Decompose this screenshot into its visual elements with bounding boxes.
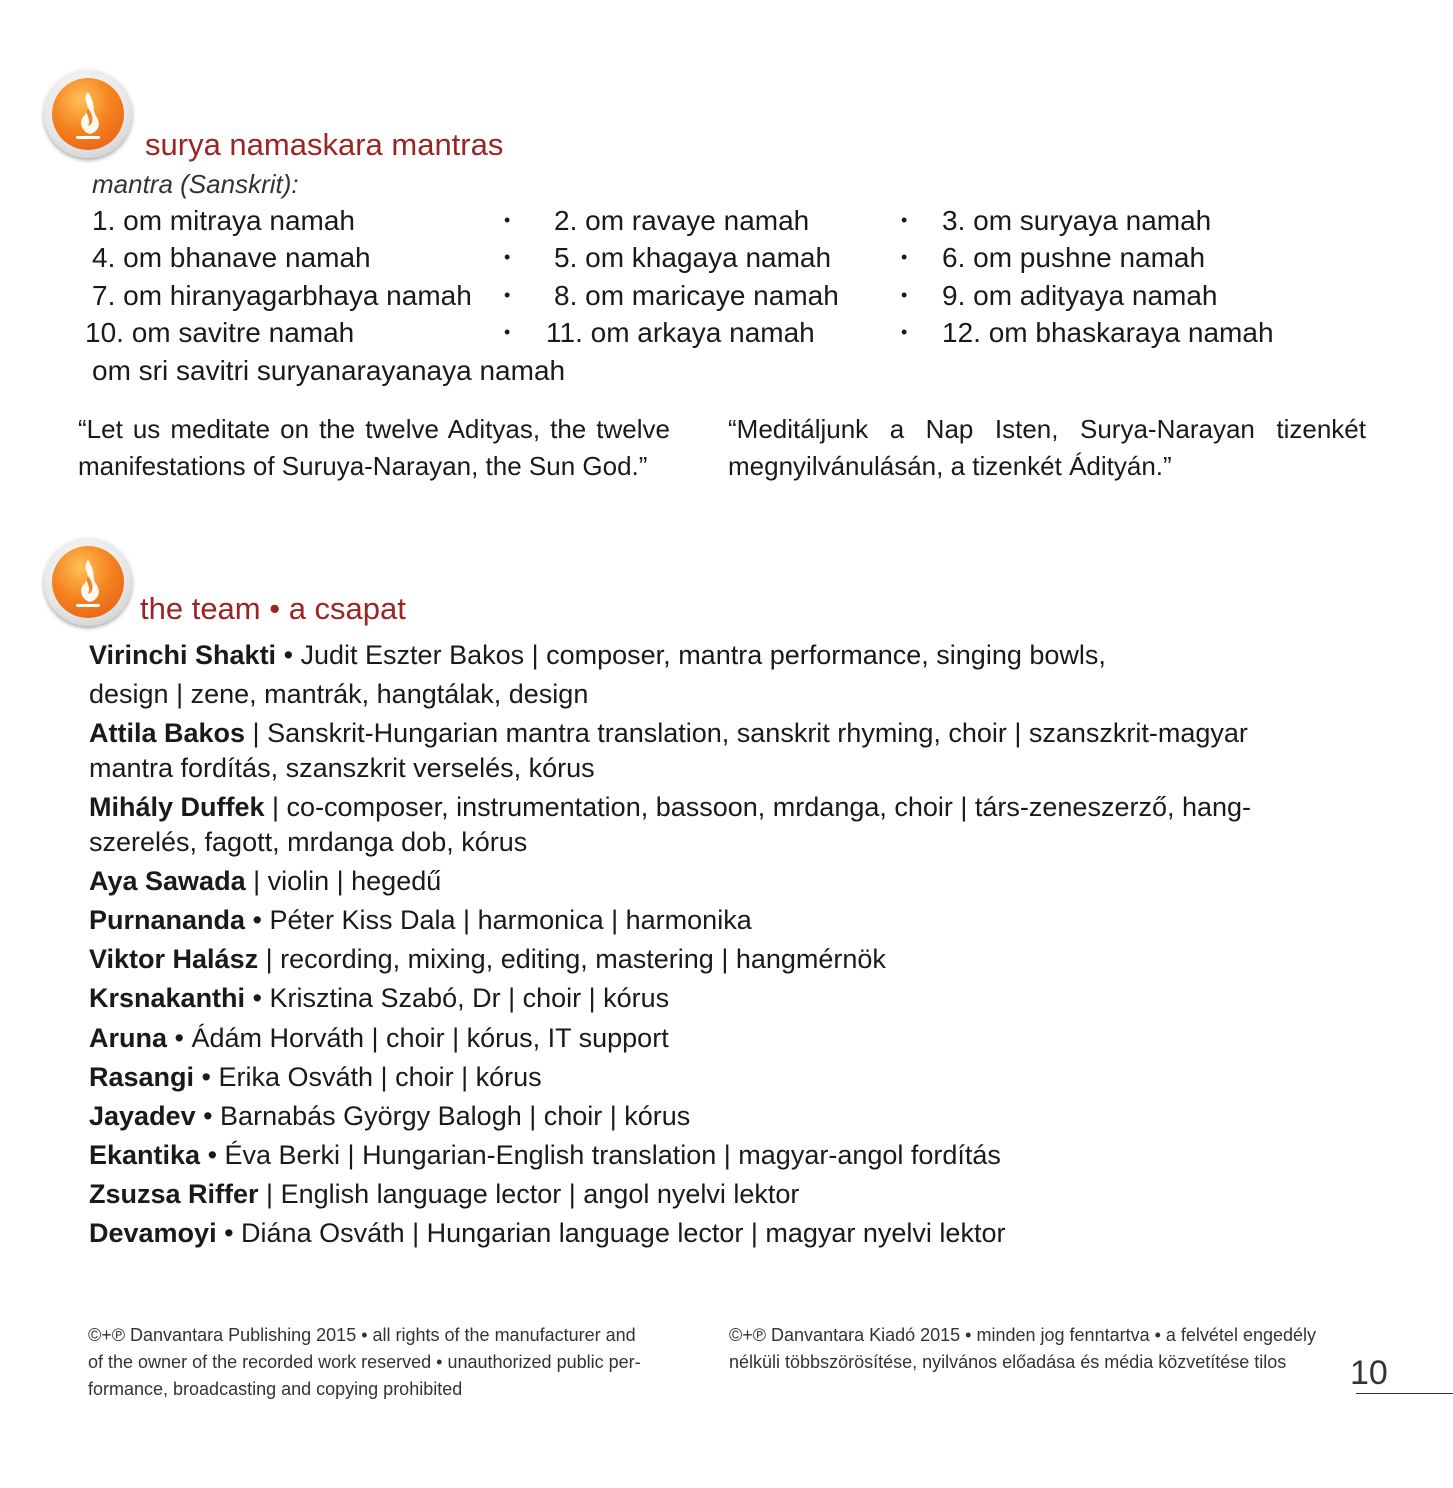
- member-roles: szerelés, fagott, mrdanga dob, kórus: [89, 827, 528, 857]
- member-roles: • Krisztina Szabó, Dr | choir | kórus: [245, 983, 670, 1013]
- footer-left: [88, 1322, 641, 1403]
- bullet: •: [901, 285, 908, 305]
- member-name: Mihály Duffek: [89, 792, 265, 822]
- member-roles: • Erika Osváth | choir | kórus: [194, 1062, 542, 1092]
- footer-line: of the owner of the recorded work reserved • unauthorized public per-: [88, 1352, 641, 1372]
- team-line: [89, 716, 1248, 751]
- bullet: •: [504, 210, 511, 230]
- member-roles: • Péter Kiss Dala | harmonica | harmonika: [245, 905, 752, 935]
- flame-logo-icon: [44, 538, 132, 626]
- footer-line: formance, broadcasting and copying prohibited: [88, 1379, 463, 1399]
- section-title: surya namaskara mantras: [145, 127, 504, 162]
- team-line: [89, 1021, 669, 1056]
- member-name: Purnananda: [89, 905, 246, 935]
- mantra-item: 1. om mitraya namah: [92, 205, 355, 236]
- team-line: [89, 790, 1251, 825]
- team-line: [89, 1138, 1001, 1173]
- mantra-item: 11. om arkaya namah: [546, 317, 815, 348]
- member-roles: | English language lector | angol nyelvi lektor: [258, 1179, 800, 1209]
- mantra-item: 8. om maricaye namah: [554, 280, 839, 311]
- mantra-item: 4. om bhanave namah: [92, 242, 371, 273]
- team-line: [89, 751, 595, 786]
- team-line: [89, 677, 588, 712]
- mantra-item: 10. om savitre namah: [85, 317, 355, 348]
- team-line: [89, 942, 886, 977]
- bullet: •: [504, 322, 511, 342]
- member-name: Aruna: [89, 1023, 168, 1053]
- mantra-item: 9. om adityaya namah: [942, 280, 1218, 311]
- footer-line: nélküli többszörösítése, nyilvános előadása és média közvetítése tilos: [729, 1352, 1287, 1372]
- team-line: [89, 1177, 799, 1212]
- mantra-item: 5. om khagaya namah: [554, 242, 832, 273]
- mantra-label: mantra (Sanskrit):: [92, 169, 299, 199]
- flame-icon: [44, 538, 132, 626]
- member-roles: • Judit Eszter Bakos | composer, mantra performance, singing bowls,: [276, 640, 1106, 670]
- member-roles: • Barnabás György Balogh | choir | kórus: [195, 1101, 691, 1131]
- section-title: the team • a csapat: [140, 591, 406, 626]
- member-roles: • Ádám Horváth | choir | kórus, IT support: [167, 1023, 669, 1053]
- mantra-item: 2. om ravaye namah: [554, 205, 810, 236]
- mantra-item: 6. om pushne namah: [942, 242, 1206, 273]
- footer-line: ©+℗ Danvantara Kiadó 2015 • minden jog fenntartva • a felvétel engedély: [729, 1325, 1317, 1345]
- footer-line: ©+℗ Danvantara Publishing 2015 • all rights of the manufacturer and: [88, 1325, 636, 1345]
- page-number-rule: [1356, 1393, 1453, 1394]
- member-name: Jayadev: [89, 1101, 196, 1131]
- bullet: •: [901, 210, 908, 230]
- mantra-item: 3. om suryaya namah: [942, 205, 1212, 236]
- team-line: [89, 638, 1106, 673]
- quote-english: “Let us meditate on the twelve Adityas, the twelve manifestations of Suruya-Narayan, the Sun God.”: [78, 414, 670, 481]
- member-roles: | Sanskrit-Hungarian mantra translation, sanskrit rhyming, choir | szanszkrit-magyar: [245, 718, 1248, 748]
- team-line: [89, 825, 527, 860]
- member-name: Virinchi Shakti: [89, 640, 277, 670]
- member-name: Krsnakanthi: [89, 983, 246, 1013]
- quote-hungarian: “Meditáljunk a Nap Isten, Surya-Narayan tizenkét megnyilvánulásán, a tizenkét Ádityán.”: [728, 414, 1366, 481]
- team-line: [89, 1099, 690, 1134]
- member-roles: design | zene, mantrák, hangtálak, design: [89, 679, 589, 709]
- bullet: •: [504, 247, 511, 267]
- team-line: [89, 981, 669, 1016]
- member-name: Rasangi: [89, 1062, 195, 1092]
- member-roles: | violin | hegedű: [245, 866, 442, 896]
- member-name: Viktor Halász: [89, 944, 259, 974]
- member-roles: | co-composer, instrumentation, bassoon, mrdanga, choir | társ-zeneszerző, hang-: [264, 792, 1252, 822]
- flame-logo-icon: [44, 70, 132, 158]
- mantra-closing: om sri savitri suryanarayanaya namah: [92, 355, 566, 386]
- member-roles: • Diána Osváth | Hungarian language lector | magyar nyelvi lektor: [216, 1218, 1006, 1248]
- team-line: [89, 864, 441, 899]
- member-name: Devamoyi: [89, 1218, 217, 1248]
- member-name: Attila Bakos: [89, 718, 246, 748]
- page-number: 10: [1350, 1354, 1388, 1392]
- member-roles: mantra fordítás, szanszkrit verselés, kórus: [89, 753, 595, 783]
- member-name: Aya Sawada: [89, 866, 246, 896]
- team-line: [89, 1216, 1005, 1251]
- member-name: Zsuzsa Riffer: [89, 1179, 259, 1209]
- footer-right: [729, 1322, 1316, 1376]
- member-roles: | recording, mixing, editing, mastering | hangmérnök: [258, 944, 886, 974]
- bullet: •: [901, 322, 908, 342]
- bullet: •: [504, 285, 511, 305]
- mantra-item: 7. om hiranyagarbhaya namah: [92, 280, 472, 311]
- mantra-item: 12. om bhaskaraya namah: [942, 317, 1274, 348]
- team-line: [89, 903, 752, 938]
- team-line: [89, 1060, 542, 1095]
- bullet: •: [901, 247, 908, 267]
- member-name: Ekantika: [89, 1140, 201, 1170]
- member-roles: • Éva Berki | Hungarian-English translation | magyar-angol fordítás: [200, 1140, 1001, 1170]
- flame-icon: [44, 70, 132, 158]
